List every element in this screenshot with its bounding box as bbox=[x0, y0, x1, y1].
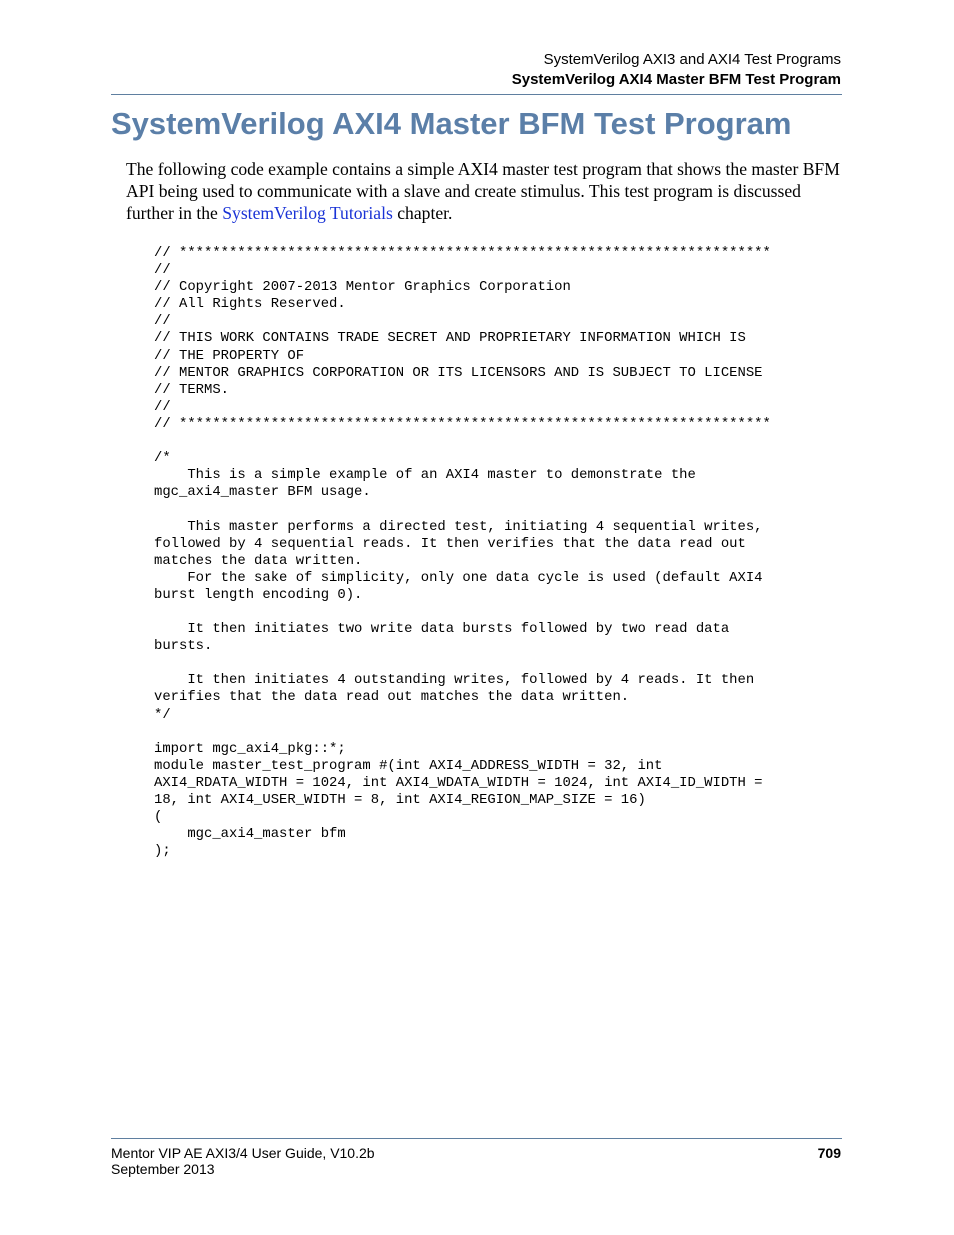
systemverilog-tutorials-link[interactable]: SystemVerilog Tutorials bbox=[222, 203, 393, 223]
intro-paragraph bbox=[126, 158, 846, 224]
page-number: 709 bbox=[817, 1145, 841, 1161]
running-header-section: SystemVerilog AXI4 Master BFM Test Program bbox=[511, 71, 841, 88]
intro-text-end: chapter. bbox=[392, 203, 453, 223]
running-header-chapter: SystemVerilog AXI3 and AXI4 Test Programs bbox=[543, 51, 841, 68]
footer-date: September 2013 bbox=[111, 1161, 215, 1177]
header-divider bbox=[111, 94, 842, 95]
footer-divider bbox=[111, 1138, 842, 1139]
code-listing: // *********************************************************************** // // Copyright 2007-2013 Mentor Graphics Corporation // All Rights Reserved. // // THIS WORK CONTAINS TRADE SECRET AND PROPRIETARY INFORMATION WHICH IS // THE PROPERTY OF // MENTOR GRAPHICS CORPORATION OR ITS LICENSORS AND IS SUBJECT TO LICENSE // TERMS. // // *********************************************************************** /* This is a simple example of an AXI4 master to demonstrate the mgc_axi4_master BFM usage. This master performs a directed test, initiating 4 sequential writes, followed by 4 sequential reads. It then verifies that the data read out matches the data written. For the sake of simplicity, only one data cycle is used (default AXI4 burst length encoding 0). It then initiates two write data bursts followed by two read data bursts. It then initiates 4 outstanding writes, followed by 4 reads. It then verifies that the data read out matches the data written. */ import mgc_axi4_pkg::*; module master_test_program #(int AXI4_ADDRESS_WIDTH = 32, int AXI4_RDATA_WIDTH = 1024, int AXI4_WDATA_WIDTH = 1024, int AXI4_ID_WIDTH = 18, int AXI4_USER_WIDTH = 8, int AXI4_REGION_MAP_SIZE = 16) ( mgc_axi4_master bfm ); bbox=[154, 245, 771, 860]
footer-guide-title: Mentor VIP AE AXI3/4 User Guide, V10.2b bbox=[111, 1145, 375, 1161]
page-title: SystemVerilog AXI4 Master BFM Test Program bbox=[111, 106, 792, 141]
intro-text: The following code example contains a simple AXI4 master test program that shows the master BFM API being used to communicate with a slave and create stimulus. This test program is discussed further in the bbox=[126, 159, 840, 223]
